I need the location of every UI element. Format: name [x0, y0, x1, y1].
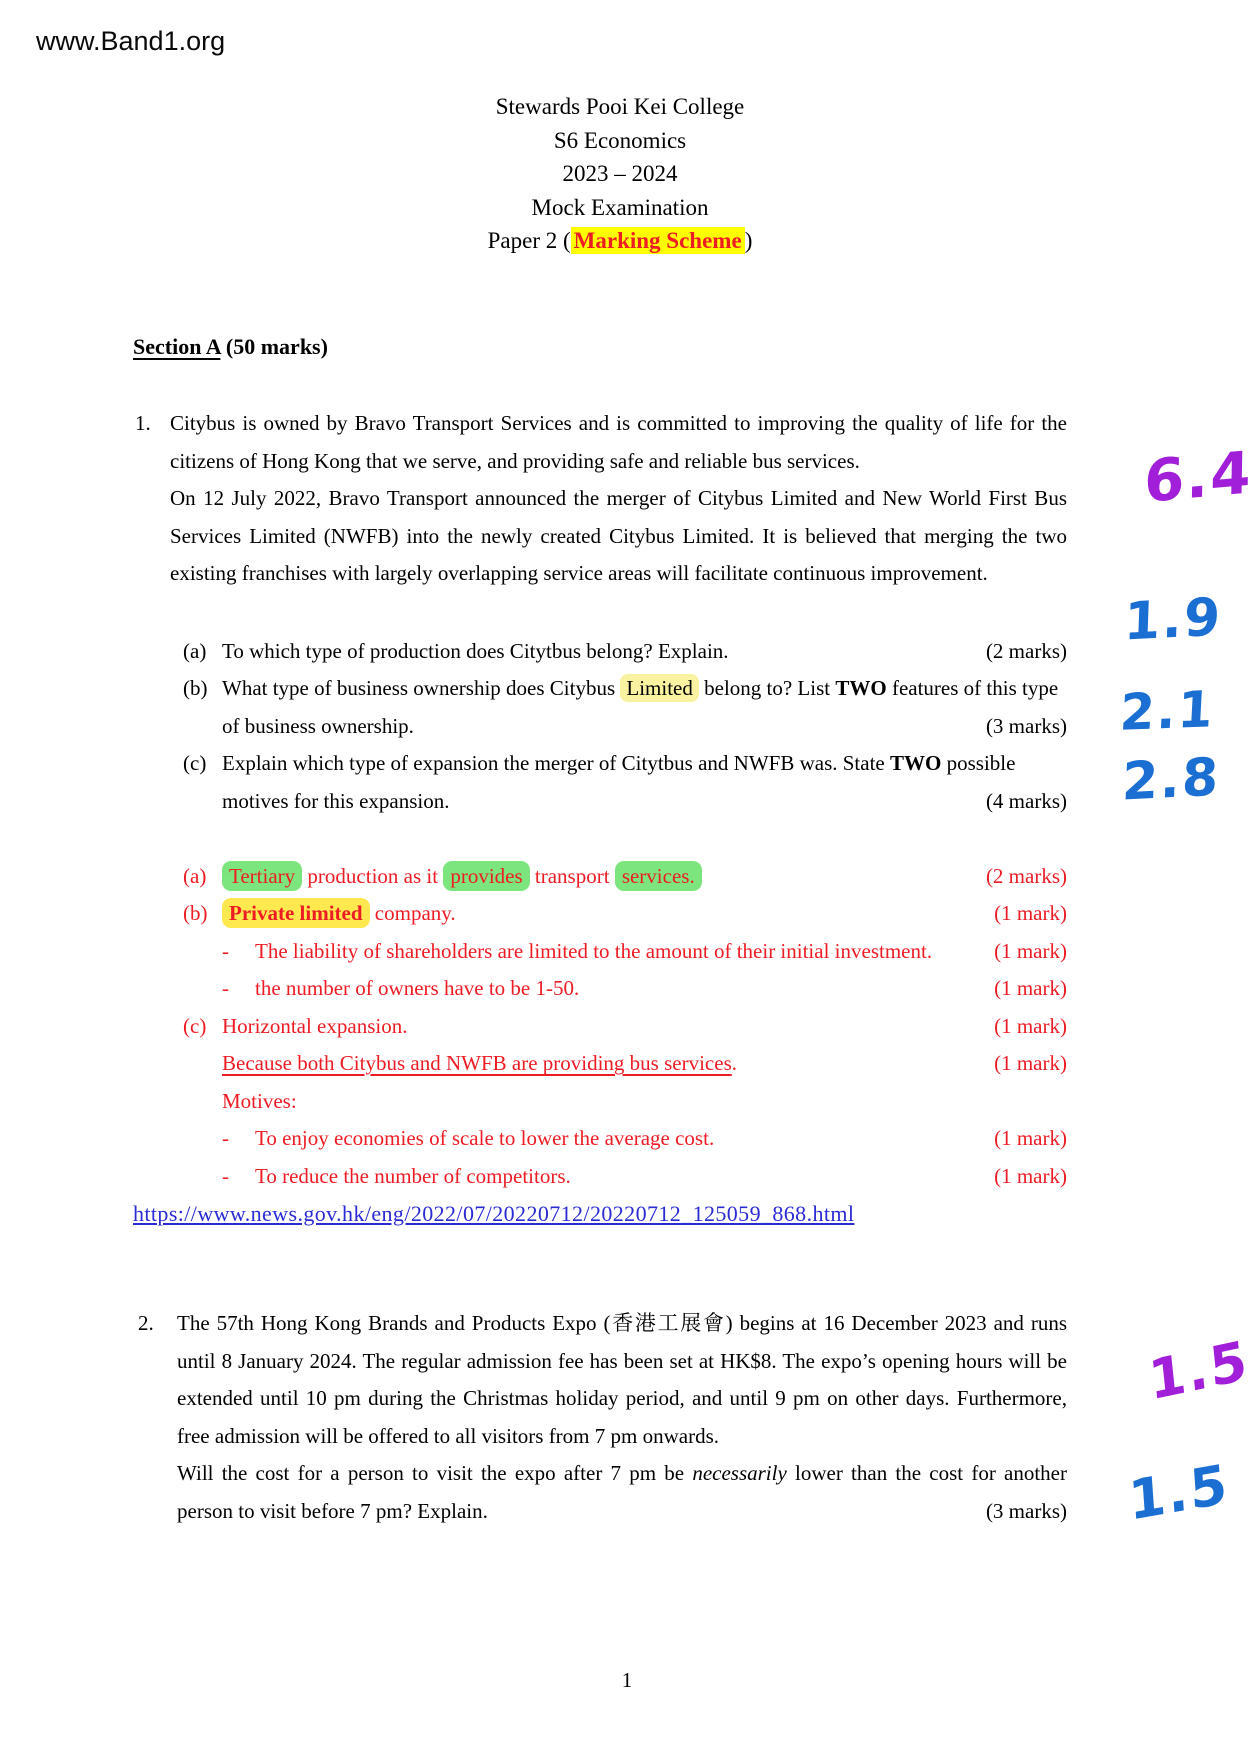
q1c-answer-marks: (1 mark)	[994, 1014, 1067, 1038]
services-highlight: services.	[615, 861, 702, 891]
subject-line: S6 Economics	[553, 127, 687, 153]
q1-paragraph-2: On 12 July 2022, Bravo Transport announced the merger of Citybus Limited and New World First Bus Services Limited (NWFB) into the newly created Citybus Limited. It is believed that merging the two existing franchises with largely overlapping service areas will facilitate continuous improvement.	[170, 486, 1067, 585]
q1b-answer-label: (b)	[183, 901, 208, 925]
q1a-marks: (2 marks)	[985, 639, 1067, 663]
private-limited-highlight: Private limited	[222, 898, 370, 928]
page-number: 1	[621, 1668, 633, 1692]
q1b-feature-1-text: The liability of shareholders are limited to the amount of their initial investment.	[255, 939, 933, 963]
q2-paragraph-1: The 57th Hong Kong Brands and Products Expo (香港工展會) begins at 16 December 2023 and runs until 8 January 2024. The regular admission fee has been set at HK$8. The expo’s opening hours will be extended until 10 pm during the Christmas holiday period, and until 9 pm on other days. Furthermore, free admission will be offered to all visitors from 7 pm onwards.	[177, 1311, 1067, 1448]
q1a-answer-marks: (2 marks)	[985, 864, 1067, 888]
q1a-question-text: To which type of production does Citytbus belong? Explain.	[222, 639, 729, 663]
q1b-marks: (3 marks)	[985, 714, 1067, 738]
bullet-dash: -	[222, 1126, 229, 1150]
handwritten-score-q1b: 2.1	[1118, 680, 1217, 742]
q1c-reason-row	[133, 1045, 1067, 1083]
q1b-feature-1-row	[133, 933, 1067, 971]
q2-marks-row	[133, 1493, 1067, 1531]
q1c-reason-marks: (1 mark)	[994, 1051, 1067, 1075]
motive-1-marks: (1 mark)	[994, 1126, 1067, 1150]
q1-number: 1.	[135, 411, 151, 435]
section-a-heading	[133, 334, 328, 360]
q1b-feature-2-row	[133, 970, 1067, 1008]
bullet-dash: -	[222, 939, 229, 963]
paper-suffix: )	[744, 228, 753, 253]
watermark: www.Band1.org	[36, 26, 226, 56]
q1c-question-text-cont: motives for this expansion.	[222, 789, 450, 813]
limited-highlight: Limited	[620, 674, 699, 702]
handwritten-score-q1-total: 6.4	[1143, 438, 1254, 516]
q1b-question-row-line2	[133, 708, 1067, 746]
q1c-answer-row	[133, 1008, 1067, 1046]
q1a-answer-row	[133, 858, 1067, 896]
handwritten-score-q2-lower: 1.5	[1126, 1452, 1232, 1533]
q1a-answer-label: (a)	[183, 864, 207, 888]
q1c-label: (c)	[183, 751, 207, 775]
source-link[interactable]: https://www.news.gov.hk/eng/2022/07/20220712/20220712_125059_868.html	[133, 1201, 855, 1226]
q1b-question-text: What type of business ownership does Citybus Limited belong to? List TWO features of this type	[222, 676, 1059, 700]
q2-paragraph-2: Will the cost for a person to visit the expo after 7 pm be necessarily lower than the cost for another person to visit before 7 pm? Explain.	[177, 1461, 1067, 1523]
q1c-question-row-line2	[133, 783, 1067, 821]
q1b-feature-2-marks: (1 mark)	[994, 976, 1067, 1000]
q1b-question-row-line1	[133, 670, 1067, 708]
q1c-answer-label: (c)	[183, 1014, 207, 1038]
bullet-dash: -	[222, 976, 229, 1000]
motives-label-row	[133, 1083, 1067, 1121]
motive-1-row	[133, 1120, 1067, 1158]
q1c-marks: (4 marks)	[985, 789, 1067, 813]
school-name: Stewards Pooi Kei College	[495, 94, 745, 119]
q1b-answer-text: Private limited company.	[222, 895, 1067, 933]
q1b-question-text-cont: of business ownership.	[222, 714, 414, 738]
q1b-answer-row	[133, 895, 1067, 933]
handwritten-score-q2-upper: 1.5	[1145, 1328, 1252, 1413]
motive-2-marks: (1 mark)	[994, 1164, 1067, 1188]
section-a-title: Section A	[133, 334, 221, 359]
q1a-answer-text: Tertiary production as it provides transport services.	[222, 858, 1067, 896]
source-link-row	[133, 1195, 1067, 1233]
motive-2-row	[133, 1158, 1067, 1196]
q2-number: 2.	[138, 1311, 154, 1335]
year-line: 2023 – 2024	[562, 161, 678, 186]
exam-name: Mock Examination	[531, 194, 709, 220]
necessarily-italic: necessarily	[692, 1461, 787, 1485]
motives-label: Motives:	[222, 1089, 297, 1113]
q1b-feature-2-text: the number of owners have to be 1-50.	[255, 976, 580, 1000]
paper-prefix: Paper 2 (	[487, 228, 571, 253]
motive-1-text: To enjoy economies of scale to lower the average cost.	[255, 1126, 715, 1150]
handwritten-score-q1c: 2.8	[1121, 747, 1222, 813]
q2-marks: (3 marks)	[985, 1499, 1067, 1523]
q1a-label: (a)	[183, 639, 207, 663]
bullet-dash: -	[222, 1164, 229, 1188]
provides-highlight: provides	[443, 861, 529, 891]
q1b-feature-1-marks: (1 mark)	[994, 939, 1067, 963]
section-a-marks: (50 marks)	[220, 334, 328, 359]
q1b-answer-marks: (1 mark)	[994, 901, 1067, 925]
handwritten-score-q1a: 1.9	[1123, 587, 1224, 653]
q1a-question-row	[133, 633, 1067, 671]
motive-2-text: To reduce the number of competitors.	[255, 1164, 571, 1188]
q1c-answer-text: Horizontal expansion.	[222, 1014, 408, 1038]
q1c-question-text: Explain which type of expansion the merger of Citytbus and NWFB was. State TWO possible	[222, 751, 1016, 775]
q1-paragraph-1: Citybus is owned by Bravo Transport Services and is committed to improving the quality of life for the citizens of Hong Kong that we serve, and providing safe and reliable bus services.	[170, 411, 1067, 473]
q1c-question-row-line1	[133, 745, 1067, 783]
q1b-label: (b)	[183, 676, 208, 700]
marking-scheme-highlight: Marking Scheme	[571, 227, 745, 254]
tertiary-highlight: Tertiary	[222, 861, 302, 891]
q1c-reason-text: Because both Citybus and NWFB are providing bus services.	[222, 1051, 737, 1075]
paper-line	[0, 224, 1240, 258]
exam-title-block	[0, 90, 1240, 258]
